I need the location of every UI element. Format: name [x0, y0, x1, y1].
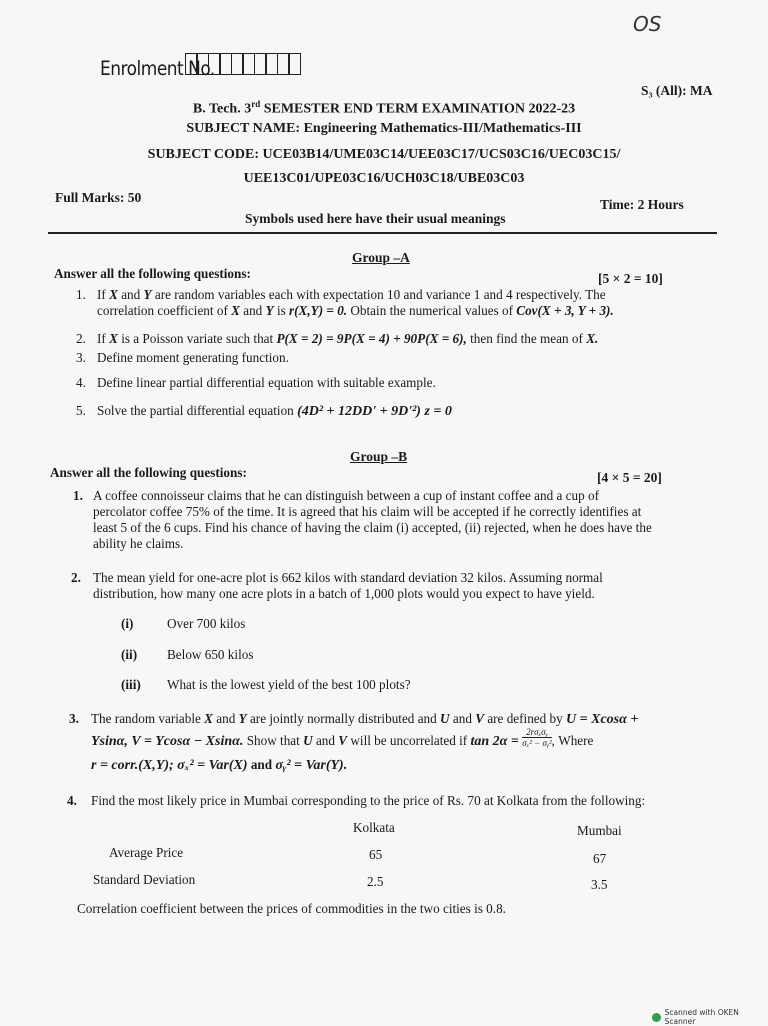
- cell-kolkata-sd: 2.5: [367, 874, 384, 889]
- group-b-q2: 2. The mean yield for one-acre plot is 662 kilos with standard deviation 32 kilos. Assuming normal distribution, how many one acre plots in a batch of 1,000 plots would you expect to have yield.: [71, 570, 603, 601]
- correlation-note: Correlation coefficient between the prices of commodities in the two cities is 0.8.: [77, 901, 506, 916]
- row-label-sd: Standard Deviation: [93, 872, 196, 887]
- col-mumbai: Mumbai: [577, 823, 622, 838]
- scanner-watermark: Scanned with OKEN Scanner: [652, 1008, 768, 1026]
- group-a-instruction: Answer all the following questions:: [54, 266, 251, 281]
- group-b-q3: 3. The random variable X and Y are jointly normally distributed and U and V are defined by U = Xcosα + Ysinα, V = Ycosα − Xsinα. Show that U and V will be uncorrelated if tan 2α = 2rσₓσᵧ σₓ² − σᵧ² , Where r = corr.(X,Y); σₓ² = Var(X) and σᵧ² = Var(Y).: [69, 711, 639, 773]
- subject-code-cont: UEE13C01/UPE03C16/UCH03C18/UBE03C03: [243, 171, 525, 186]
- group-a-q4: 4. Define linear partial differential equation with suitable example.: [76, 375, 436, 390]
- group-b-q1: 1. A coffee connoisseur claims that he can distinguish between a cup of instant coffee and a cup of percolator coffee 75% of the time. It is agreed that his claim will be accepted if he correctly identifies at least 5 of the 6 cups. Find his chance of having the claim (i) accepted, (ii) rejected, when he does have the ability he claims.: [73, 488, 652, 551]
- group-a-q3: 3. Define moment generating function.: [76, 350, 289, 365]
- scanner-logo-icon: [652, 1013, 661, 1022]
- symbols-note: Symbols used here have their usual meanings: [245, 211, 506, 226]
- enrolment-label: Enrolment No.: [100, 57, 215, 81]
- group-b-instruction: Answer all the following questions:: [50, 465, 247, 480]
- enrolment-boxes: [186, 53, 301, 75]
- cell-kolkata-average: 65: [369, 847, 383, 862]
- subject-code: SUBJECT CODE: UCE03B14/UME03C14/UEE03C17/UCS03C16/UEC03C15/: [147, 147, 621, 162]
- group-a-marks: [5 × 2 = 10]: [598, 271, 663, 286]
- cell-mumbai-sd: 3.5: [591, 877, 608, 892]
- group-a-q1: 1. If X and Y are random variables each with expectation 10 and variance 1 and 4 respectively. The correlation coefficient of X and Y is r(X,Y) = 0. Obtain the numerical values of Cov(X + 3, Y + 3).: [76, 287, 614, 318]
- group-b-q4: 4. Find the most likely price in Mumbai corresponding to the price of Rs. 70 at Kolkata from the following:: [67, 793, 646, 808]
- header-divider: [48, 232, 717, 234]
- group-a-title: Group –A: [352, 250, 410, 265]
- group-b-q2-part-iii: (iii) What is the lowest yield of the best 100 plots?: [121, 677, 411, 692]
- col-kolkata: Kolkata: [353, 820, 395, 835]
- group-b-q2-part-i: (i) Over 700 kilos: [121, 616, 246, 631]
- group-b-marks: [4 × 5 = 20]: [597, 470, 662, 485]
- question-number: 1.: [76, 287, 86, 302]
- row-label-average: Average Price: [109, 845, 184, 860]
- paper-code: S₃ (All): MA: [641, 83, 713, 98]
- exam-time: Time: 2 Hours: [600, 197, 684, 212]
- enrolment-box: [288, 53, 301, 75]
- group-a-q5: 5. Solve the partial differential equation (4D² + 12DD' + 9D'²) z = 0: [76, 403, 452, 419]
- group-a-q2: 2. If X is a Poisson variate such that P(X = 2) = 9P(X = 4) + 90P(X = 6), then find the mean of X.: [76, 331, 599, 346]
- full-marks: Full Marks: 50: [55, 190, 142, 205]
- handwritten-mark: OS: [633, 12, 662, 36]
- exam-title: B. Tech. 3rd SEMESTER END TERM EXAMINATION 2022-23: [192, 99, 576, 117]
- subject-name: SUBJECT NAME: Engineering Mathematics-III/Mathematics-III: [186, 121, 582, 136]
- group-b-title: Group –B: [350, 449, 408, 464]
- group-b-q2-part-ii: (ii) Below 650 kilos: [121, 647, 254, 662]
- cell-mumbai-average: 67: [593, 851, 607, 866]
